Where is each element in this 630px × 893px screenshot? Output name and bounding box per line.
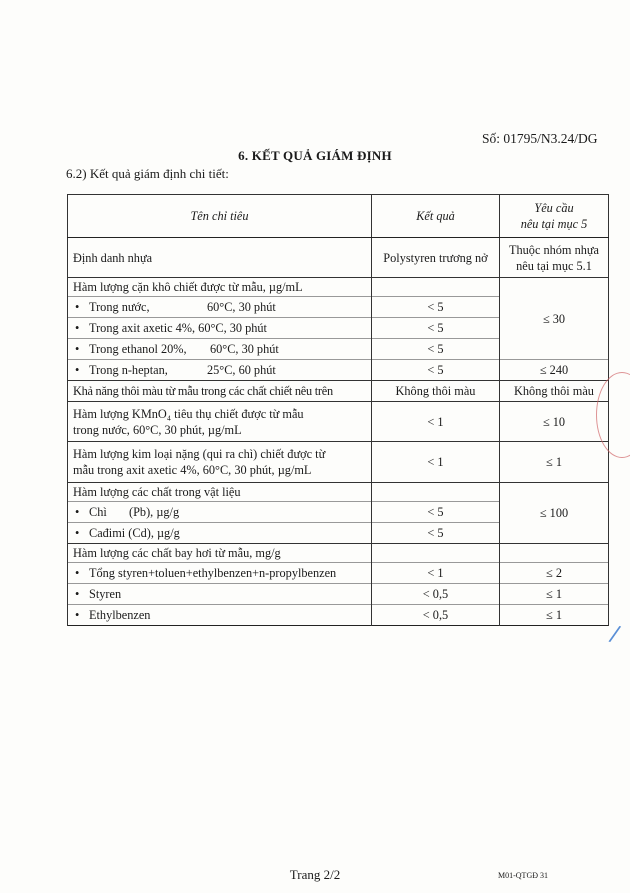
- dry-residue-result-acetic: < 5: [372, 318, 500, 339]
- table-row: [68, 483, 609, 502]
- material-item-cadmium: • Cađimi (Cd), µg/g: [68, 523, 372, 544]
- header-criterion: Tên chỉ tiêu: [68, 195, 372, 238]
- dry-residue-result-ethanol: < 5: [372, 339, 500, 360]
- dry-residue-item-heptane: • Trong n-heptan, 25°C, 60 phút: [68, 360, 372, 381]
- resin-id-requirement: [500, 238, 609, 278]
- heavy-metals-label: Hàm lượng kim loại nặng (qui ra chì) chiết được từ mẫu trong axit axetic 4%, 60°C, 30 phút, µg/mL: [68, 442, 372, 483]
- table-row: [68, 584, 609, 605]
- subsection-title: 6.2) Kết quả giám định chi tiết:: [66, 166, 229, 181]
- dry-residue-requirement-heptane: ≤ 240: [500, 360, 609, 381]
- volatiles-requirement-total: ≤ 2: [500, 563, 609, 584]
- volatiles-item-total: • Tổng styren+toluen+ethylbenzen+n-propylbenzen: [68, 563, 372, 584]
- dry-residue-item-ethanol: • Trong ethanol 20%, 60°C, 30 phút: [68, 339, 372, 360]
- color-label: Khả năng thôi màu từ mẫu trong các chất chiết nêu trên: [68, 381, 372, 402]
- page-number: Trang 2/2: [289, 867, 341, 882]
- heavy-metals-requirement: ≤ 1: [500, 442, 609, 483]
- table-row: [68, 544, 609, 563]
- kmno4-result: < 1: [372, 402, 500, 442]
- color-result: Không thôi màu: [372, 381, 500, 402]
- table-row: [68, 402, 609, 442]
- material-result-lead: < 5: [372, 502, 500, 523]
- kmno4-requirement: ≤ 10: [500, 402, 609, 442]
- heavy-metals-result: < 1: [372, 442, 500, 483]
- resin-id-requirement-line2: nêu tại mục 5.1: [516, 258, 592, 273]
- document-number: Số: 01795/N3.24/DG: [482, 131, 598, 146]
- volatiles-item-ethylbenzene: • Ethylbenzen: [68, 605, 372, 626]
- header-requirement: [500, 195, 609, 238]
- dry-residue-label: Hàm lượng cặn khô chiết được từ mẫu, µg/mL: [68, 278, 372, 297]
- header-requirement-line2: nêu tại mục 5: [520, 217, 588, 231]
- form-code: M01-QTGĐ 31: [498, 871, 548, 880]
- volatiles-requirement-styrene: ≤ 1: [500, 584, 609, 605]
- resin-id-requirement-line1: Thuộc nhóm nhựa: [509, 242, 599, 257]
- kmno4-label: Hàm lượng KMnO₄ tiêu thụ chiết được từ mẫu trong nước, 60°C, 30 phút, µg/mL: [68, 402, 372, 442]
- volatiles-result-ethylbenzene: < 0,5: [372, 605, 500, 626]
- results-table: [67, 194, 609, 626]
- volatiles-requirement-ethylbenzene: ≤ 1: [500, 605, 609, 626]
- dry-residue-result-heptane: < 5: [372, 360, 500, 381]
- material-requirement: ≤ 100: [500, 483, 609, 544]
- dry-residue-item-acetic: • Trong axit axetic 4%, 60°C, 30 phút: [68, 318, 372, 339]
- dry-residue-result-water: < 5: [372, 297, 500, 318]
- table-row: [68, 381, 609, 402]
- table-row: [68, 605, 609, 626]
- material-result-cadmium: < 5: [372, 523, 500, 544]
- material-label: Hàm lượng các chất trong vật liệu: [68, 483, 372, 502]
- material-item-lead: • Chì (Pb), µg/g: [68, 502, 372, 523]
- resin-id-result: Polystyren trương nở: [372, 238, 500, 278]
- header-requirement-line1: Yêu cầu: [534, 201, 574, 215]
- table-row: [68, 563, 609, 584]
- table-row: [68, 360, 609, 381]
- resin-id-label: Định danh nhựa: [68, 238, 372, 278]
- table-row: [68, 442, 609, 483]
- volatiles-item-styrene: • Styren: [68, 584, 372, 605]
- pen-mark-icon: /: [607, 621, 623, 648]
- dry-residue-requirement: ≤ 30: [500, 278, 609, 360]
- volatiles-result-total: < 1: [372, 563, 500, 584]
- volatiles-result-styrene: < 0,5: [372, 584, 500, 605]
- header-result: Kết quả: [372, 195, 500, 238]
- dry-residue-item-water: • Trong nước, 60°C, 30 phút: [68, 297, 372, 318]
- volatiles-label: Hàm lượng các chất bay hơi từ mẫu, mg/g: [68, 544, 372, 563]
- table-row: [68, 238, 609, 278]
- table-row: [68, 278, 609, 297]
- section-title: 6. KẾT QUẢ GIÁM ĐỊNH: [238, 148, 392, 163]
- table-header-row: [68, 195, 609, 238]
- color-requirement: Không thôi màu: [500, 381, 609, 402]
